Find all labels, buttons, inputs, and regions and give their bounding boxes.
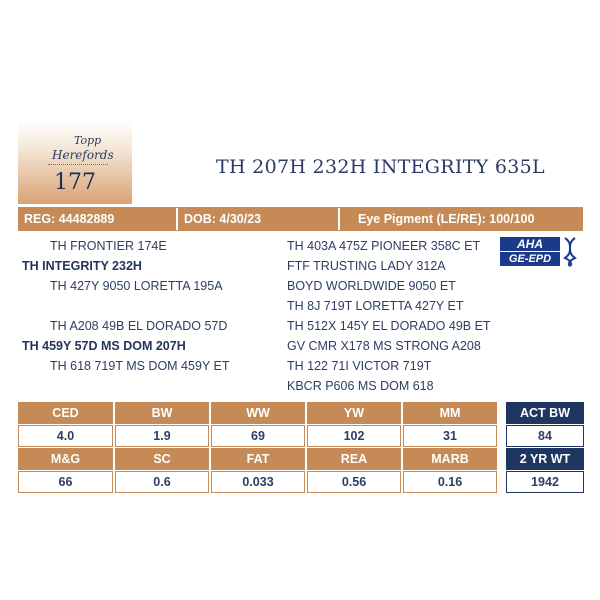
epd-value-row-2	[18, 471, 499, 493]
epd-header-mm: MM	[403, 402, 497, 424]
epd-header-rea: REA	[307, 448, 401, 470]
epd-header-fat: FAT	[211, 448, 305, 470]
epd-header-marb: MARB	[403, 448, 497, 470]
pedigree-dam-sire: TH A208 49B EL DORADO 57D	[50, 319, 228, 333]
pedigree-ancestor: TH 403A 475Z PIONEER 358C ET	[287, 239, 481, 253]
epd-value-rea: 0.56	[307, 471, 401, 493]
animal-name-title: TH 207H 232H INTEGRITY 635L	[216, 156, 545, 178]
epd-header-bw: BW	[115, 402, 209, 424]
epd-value-marb: 0.16	[403, 471, 497, 493]
epd-header-row-2	[18, 448, 499, 470]
dna-icon	[562, 237, 578, 267]
epd-value-yw: 102	[307, 425, 401, 447]
logo-line1: Topp	[74, 134, 102, 147]
epd-header-yw: YW	[307, 402, 401, 424]
epd-header-ced: CED	[18, 402, 113, 424]
pedigree-ancestor: BOYD WORLDWIDE 9050 ET	[287, 279, 456, 293]
epd-value-ww: 69	[211, 425, 305, 447]
epd-header-row-1	[18, 402, 499, 424]
act-bw-value: 84	[506, 425, 584, 447]
epd-value-mm: 31	[403, 425, 497, 447]
pedigree-sire: TH INTEGRITY 232H	[22, 259, 142, 273]
lot-number: 177	[54, 170, 96, 195]
epd-value-mg: 66	[18, 471, 113, 493]
pedigree-ancestor: TH 122 71I VICTOR 719T	[287, 359, 432, 373]
pedigree-ancestor: TH 8J 719T LORETTA 427Y ET	[287, 299, 464, 313]
pedigree-sire-dam: TH 427Y 9050 LORETTA 195A	[50, 279, 223, 293]
pedigree-dam-dam: TH 618 719T MS DOM 459Y ET	[50, 359, 230, 373]
two-yr-wt-value: 1942	[506, 471, 584, 493]
pedigree-dam: TH 459Y 57D MS DOM 207H	[22, 339, 186, 353]
epd-header-mg: M&G	[18, 448, 113, 470]
logo-line2: Herefords	[52, 148, 114, 162]
epd-value-fat: 0.033	[211, 471, 305, 493]
epd-header-ww: WW	[211, 402, 305, 424]
aha-logo-bottom: GE-EPD	[500, 252, 560, 266]
epd-value-sc: 0.6	[115, 471, 209, 493]
pedigree-ancestor: FTF TRUSTING LADY 312A	[287, 259, 446, 273]
act-bw-header: ACT BW	[506, 402, 584, 424]
info-bar	[18, 207, 583, 231]
epd-value-bw: 1.9	[115, 425, 209, 447]
date-of-birth: DOB: 4/30/23	[178, 208, 340, 230]
epd-value-row-1	[18, 425, 499, 447]
aha-ge-epd-logo	[500, 237, 580, 267]
aha-logo-top: AHA	[500, 237, 560, 251]
pedigree-ancestor: KBCR P606 MS DOM 618	[287, 379, 434, 393]
pedigree-ancestor: GV CMR X178 MS STRONG A208	[287, 339, 481, 353]
eye-pigment: Eye Pigment (LE/RE): 100/100	[358, 212, 535, 226]
pedigree-sire-sire: TH FRONTIER 174E	[50, 239, 167, 253]
epd-header-sc: SC	[115, 448, 209, 470]
registration-number: REG: 44482889	[18, 208, 178, 230]
topp-herefords-logo	[28, 124, 128, 170]
epd-value-ced: 4.0	[18, 425, 113, 447]
two-yr-wt-header: 2 YR WT	[506, 448, 584, 470]
pedigree-ancestor: TH 512X 145Y EL DORADO 49B ET	[287, 319, 491, 333]
